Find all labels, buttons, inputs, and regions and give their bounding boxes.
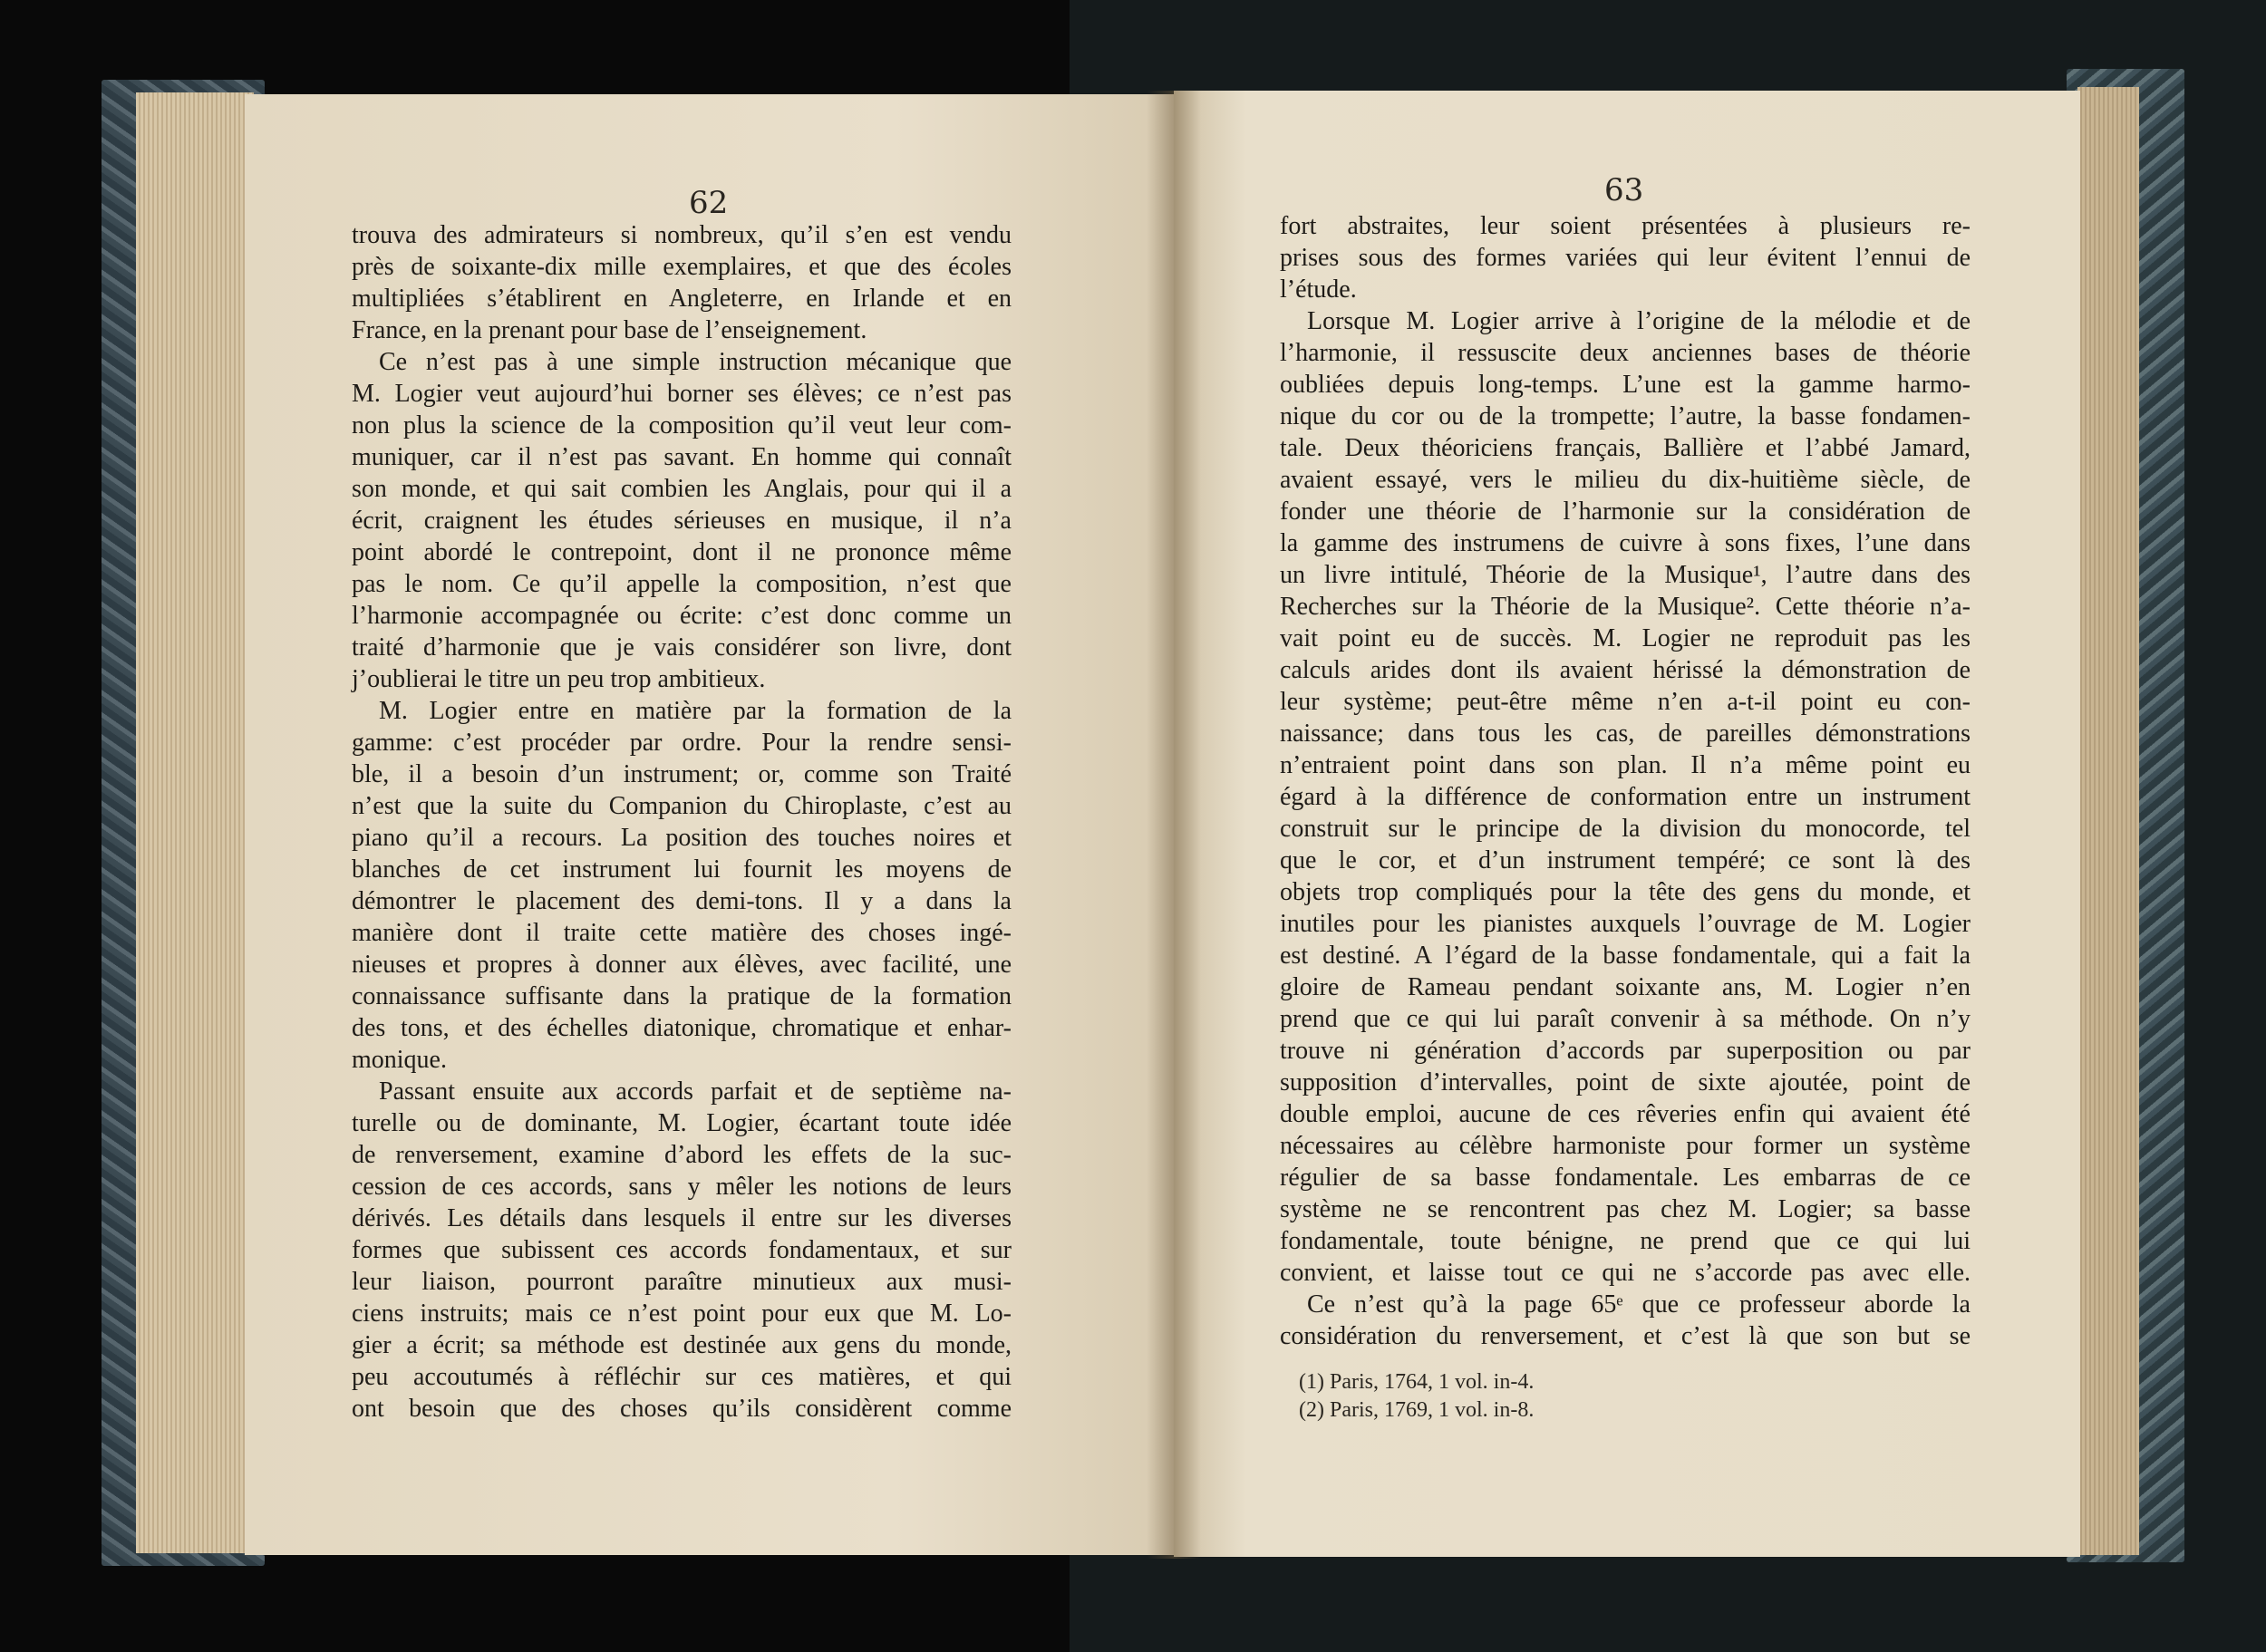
text-line: supposition d’intervalles, point de sixte ajoutée, point de [1280,1068,1971,1097]
text-line: non plus la science de la composition qu’il veut leur com- [352,411,1012,440]
text-line: trouve ni génération d’accords par superposition ou par [1280,1037,1971,1065]
text-line: gier a écrit; sa méthode est destinée aux gens du monde, [352,1331,1012,1359]
text-line: double emploi, aucune de ces rêveries enfin qui avaient été [1280,1100,1971,1128]
text-line: nique du cor ou de la trompette; l’autre, la basse fondamen- [1280,402,1971,430]
text-line: des tons, et des échelles diatonique, chromatique et enhar- [352,1014,1012,1042]
page-edges-right [2077,87,2139,1555]
footnote: (2) Paris, 1769, 1 vol. in-8. [1299,1398,1535,1422]
text-line: inutiles pour les pianistes auxquels l’ouvrage de M. Logier [1280,910,1971,938]
text-line: formes que subissent ces accords fondamentaux, et sur [352,1236,1012,1264]
text-line: fonder une théorie de l’harmonie sur la considération de [1280,498,1971,526]
text-line: gamme: c’est procéder par ordre. Pour la rendre sensi- [352,729,1012,757]
text-line: gloire de Rameau pendant soixante ans, M. Logier n’en [1280,973,1971,1001]
text-line: de renversement, examine d’abord les effets de la suc- [352,1141,1012,1169]
text-line: prises sous des formes variées qui leur évitent l’ennui de [1280,244,1971,272]
text-line: calculs arides dont ils avaient hérissé la démonstration de [1280,656,1971,684]
page-edges-left [136,92,254,1553]
text-line: naissance; dans tous les cas, de pareilles démonstrations [1280,720,1971,748]
text-line: convient, et laisse tout ce qui ne s’accorde pas avec elle. [1280,1259,1971,1287]
text-line: n’est que la suite du Companion du Chiroplaste, c’est au [352,792,1012,820]
text-line: multipliées s’établirent en Angleterre, en Irlande et en [352,285,1012,313]
text-line: point abordé le contrepoint, dont il ne prononce même [352,538,1012,566]
text-line: vait point eu de succès. M. Logier ne reproduit pas les [1280,624,1971,652]
text-line: considération du renversement, et c’est là que son but se [1280,1322,1971,1350]
text-line: muniquer, car il n’est pas savant. En homme qui connaît [352,443,1012,471]
text-line: son monde, et qui sait combien les Anglais, pour qui il a [352,475,1012,503]
text-line: construit sur le principe de la division du monocorde, tel [1280,815,1971,843]
text-line: n’entraient point dans son plan. Il n’a même point eu [1280,751,1971,779]
text-line: oubliées depuis long-temps. L’une est la gamme harmo- [1280,371,1971,399]
text-line: est destiné. A l’égard de la basse fondamentale, qui a fait la [1280,942,1971,970]
text-line: Recherches sur la Théorie de la Musique². Cette théorie n’a- [1280,593,1971,621]
text-line: dérivés. Les détails dans lesquels il entre sur les diverses [352,1204,1012,1232]
text-line: tale. Deux théoriciens français, Ballière et l’abbé Jamard, [1280,434,1971,462]
text-line: Lorsque M. Logier arrive à l’origine de la mélodie et de [1307,307,1971,335]
text-line: leur liaison, pourront paraître minutieux aux musi- [352,1268,1012,1296]
body-text [1280,210,1971,1352]
text-line: avaient essayé, vers le milieu du dix-huitième siècle, de [1280,466,1971,494]
text-line: M. Logier entre en matière par la formation de la [379,697,1012,725]
text-line: Ce n’est qu’à la page 65ᵉ que ce professeur aborde la [1307,1290,1971,1319]
text-line: système ne se rencontrent pas chez M. Logier; sa basse [1280,1195,1971,1223]
footnote: (1) Paris, 1764, 1 vol. in-4. [1299,1370,1535,1394]
text-line: démontrer le placement des demi-tons. Il y a dans la [352,887,1012,915]
text-line: fondamentale, toute bénigne, ne prend que ce qui lui [1280,1227,1971,1255]
footnotes [1299,1368,1752,1425]
text-line: peu accoutumés à réfléchir sur ces matières, et qui [352,1363,1012,1391]
page-number: 62 [689,185,729,221]
text-line: monique. [352,1046,447,1074]
text-line: trouva des admirateurs si nombreux, qu’il s’en est vendu [352,221,1012,249]
text-line: un livre intitulé, Théorie de la Musique¹, l’autre dans des [1280,561,1971,589]
text-line: cession de ces accords, sans y mêler les notions de leurs [352,1173,1012,1201]
right-page [1174,91,2080,1557]
text-line: ciens instruits; mais ce n’est point pour eux que M. Lo- [352,1299,1012,1328]
text-line: écrit, craignent les études sérieuses en musique, il n’a [352,507,1012,535]
text-line: manière dont il traite cette matière des choses ingé- [352,919,1012,947]
text-line: prend que ce qui lui paraît convenir à sa méthode. On n’y [1280,1005,1971,1033]
text-line: fort abstraites, leur soient présentées à plusieurs re- [1280,212,1971,240]
text-line: nieuses et propres à donner aux élèves, avec facilité, une [352,951,1012,979]
text-line: la gamme des instrumens de cuivre à sons fixes, l’une dans [1280,529,1971,557]
text-line: traité d’harmonie que je vais considérer son livre, dont [352,633,1012,662]
text-line: piano qu’il a recours. La position des touches noires et [352,824,1012,852]
text-line: leur système; peut-être même n’en a-t-il point eu con- [1280,688,1971,716]
text-line: pas le nom. Ce qu’il appelle la composition, n’est que [352,570,1012,598]
text-line: que le cor, et d’un instrument tempéré; ce sont là des [1280,846,1971,874]
text-line: régulier de sa basse fondamentale. Les embarras de ce [1280,1164,1971,1192]
text-line: égard à la différence de conformation entre un instrument [1280,783,1971,811]
page-number: 63 [1604,172,1644,208]
text-line: objets trop compliqués pour la tête des gens du monde, et [1280,878,1971,906]
text-line: M. Logier veut aujourd’hui borner ses élèves; ce n’est pas [352,380,1012,408]
text-line: turelle ou de dominante, M. Logier, écartant toute idée [352,1109,1012,1137]
text-line: Passant ensuite aux accords parfait et de septième na- [379,1077,1012,1106]
text-line: l’harmonie, il ressuscite deux anciennes bases de théorie [1280,339,1971,367]
text-line: près de soixante-dix mille exemplaires, et que des écoles [352,253,1012,281]
text-line: j’oublierai le titre un peu trop ambitieux. [352,665,766,693]
body-text [352,219,1012,1425]
text-line: blanches de cet instrument lui fournit les moyens de [352,855,1012,884]
text-line: France, en la prenant pour base de l’enseignement. [352,316,867,344]
text-line: l’harmonie accompagnée ou écrite: c’est donc comme un [352,602,1012,630]
text-line: ont besoin que des choses qu’ils considèrent comme [352,1395,1012,1423]
text-line: Ce n’est pas à une simple instruction mécanique que [379,348,1012,376]
text-line: ble, il a besoin d’un instrument; or, comme son Traité [352,760,1012,788]
text-line: l’étude. [1280,275,1357,304]
text-line: nécessaires au célèbre harmoniste pour former un système [1280,1132,1971,1160]
left-page [245,94,1174,1555]
book-gutter [1147,91,1201,1559]
text-line: connaissance suffisante dans la pratique de la formation [352,982,1012,1010]
